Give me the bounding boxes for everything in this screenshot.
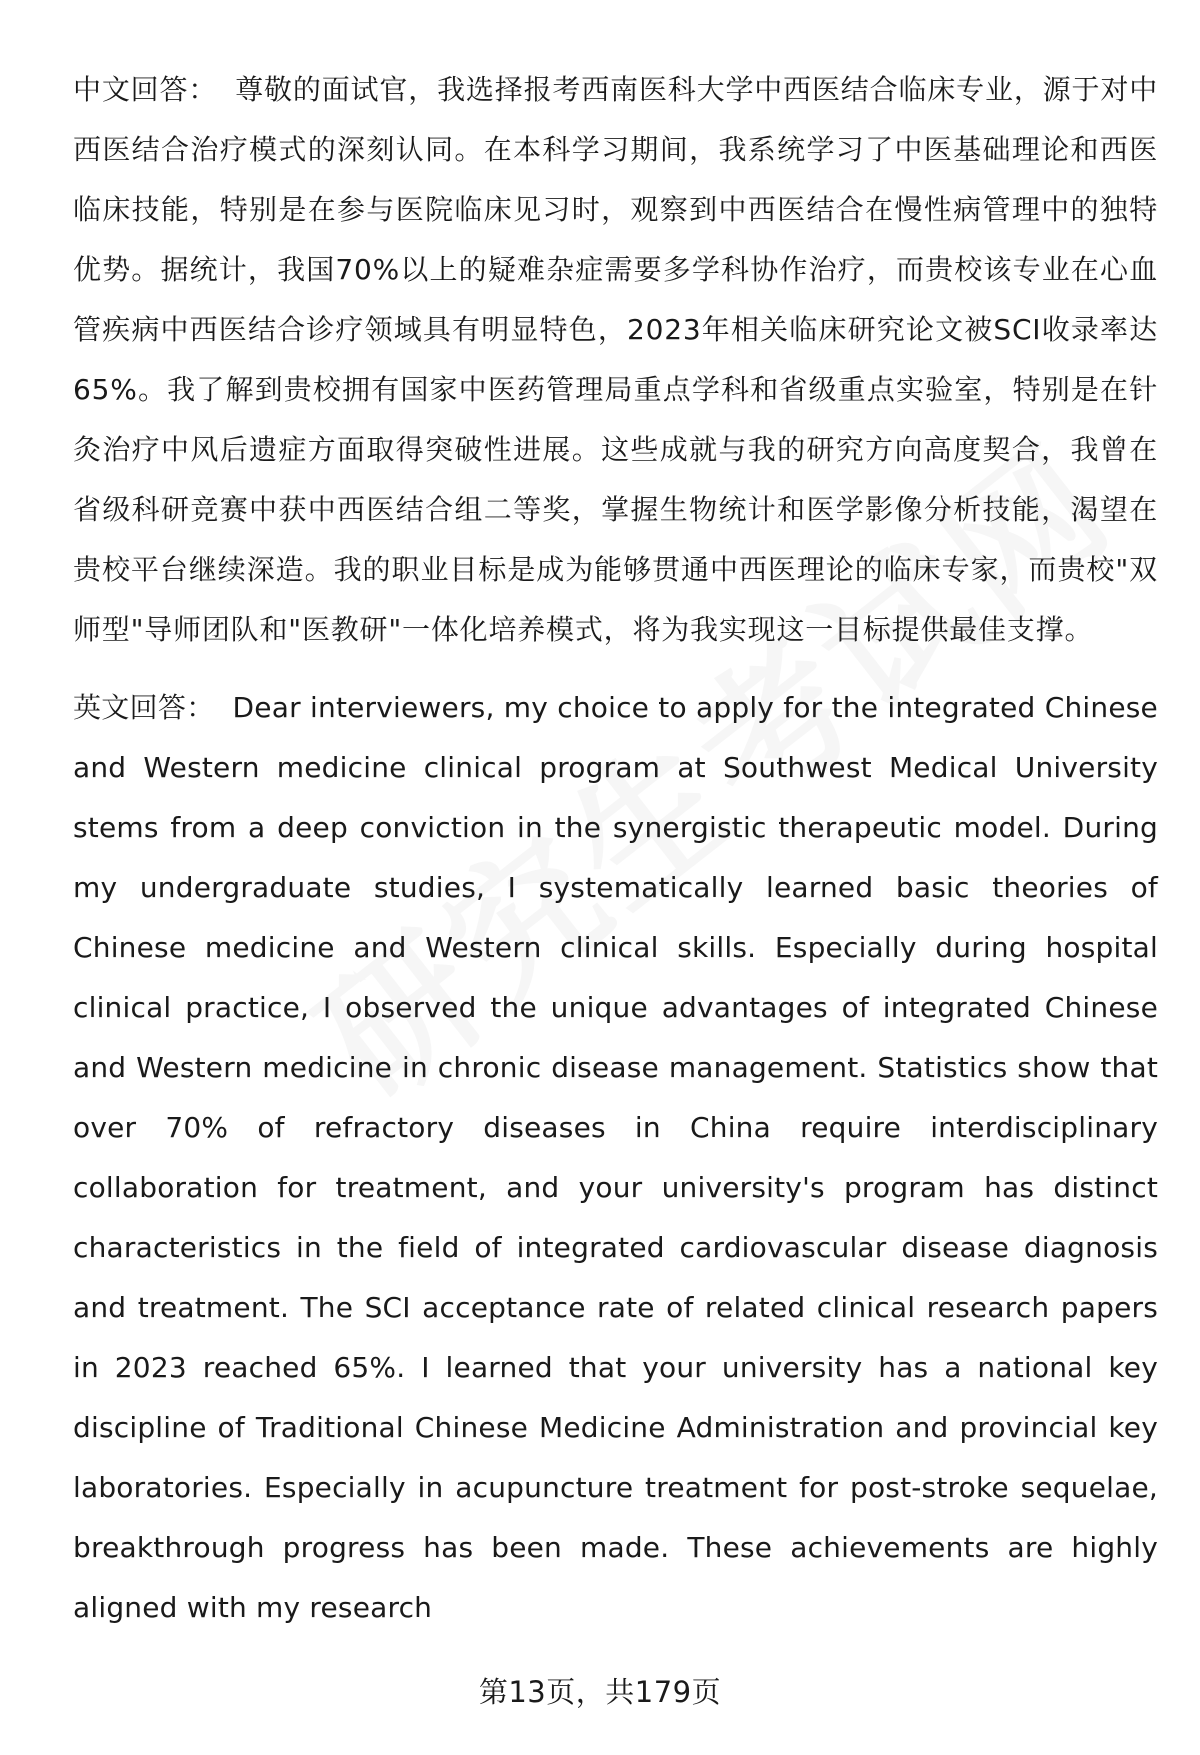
english-answer-text: Dear interviewers, my choice to apply for the integrated Chinese and Western medicine clinical program at Southwest Medical University stems from a deep conviction in the synergistic therapeutic model. During my undergraduate studies, I systematically learned basic theories of Chinese medicine and Western clinical skills. Especially during hospital clinical practice, I observed the unique advantages of integrated Chinese and Western medicine in chronic disease management. Statistics show that over 70% of refractory diseases in China require interdisciplinary collaboration for treatment, and your university's program has distinct characteristics in the field of integrated cardiovascular disease diagnosis and treatment. The SCI acceptance rate of related clinical research papers in 2023 reached 65%. I learned that your university has a national key discipline of Traditional Chinese Medicine Administration and provincial key laboratories. Especially in acupuncture treatment for post-stroke sequelae, breakthrough progress has been made. These achievements are highly aligned with my research bbox=[73, 691, 1158, 1624]
page-number-footer: 第13页，共179页 bbox=[478, 1675, 722, 1709]
english-answer-label: 英文回答： bbox=[73, 691, 215, 724]
english-answer-paragraph bbox=[73, 678, 1158, 1638]
chinese-answer-label: 中文回答： bbox=[73, 73, 218, 106]
chinese-answer-text: 尊敬的面试官，我选择报考西南医科大学中西医结合临床专业，源于对中西医结合治疗模式的深刻认同。在本科学习期间，我系统学习了中医基础理论和西医临床技能，特别是在参与医院临床见习时，观察到中西医结合在慢性病管理中的独特优势。据统计，我国70%以上的疑难杂症需要多学科协作治疗，而贵校该专业在心血管疾病中西医结合诊疗领域具有明显特色，2023年相关临床研究论文被SCI收录率达65%。我了解到贵校拥有国家中医药管理局重点学科和省级重点实验室，特别是在针灸治疗中风后遗症方面取得突破性进展。这些成就与我的研究方向高度契合，我曾在省级科研竞赛中获中西医结合组二等奖，掌握生物统计和医学影像分析技能，渴望在贵校平台继续深造。我的职业目标是成为能够贯通中西医理论的临床专家，而贵校"双师型"导师团队和"医教研"一体化培养模式，将为我实现这一目标提供最佳支撑。 bbox=[73, 73, 1158, 646]
chinese-answer-paragraph bbox=[73, 60, 1158, 660]
page-content bbox=[73, 60, 1158, 1638]
